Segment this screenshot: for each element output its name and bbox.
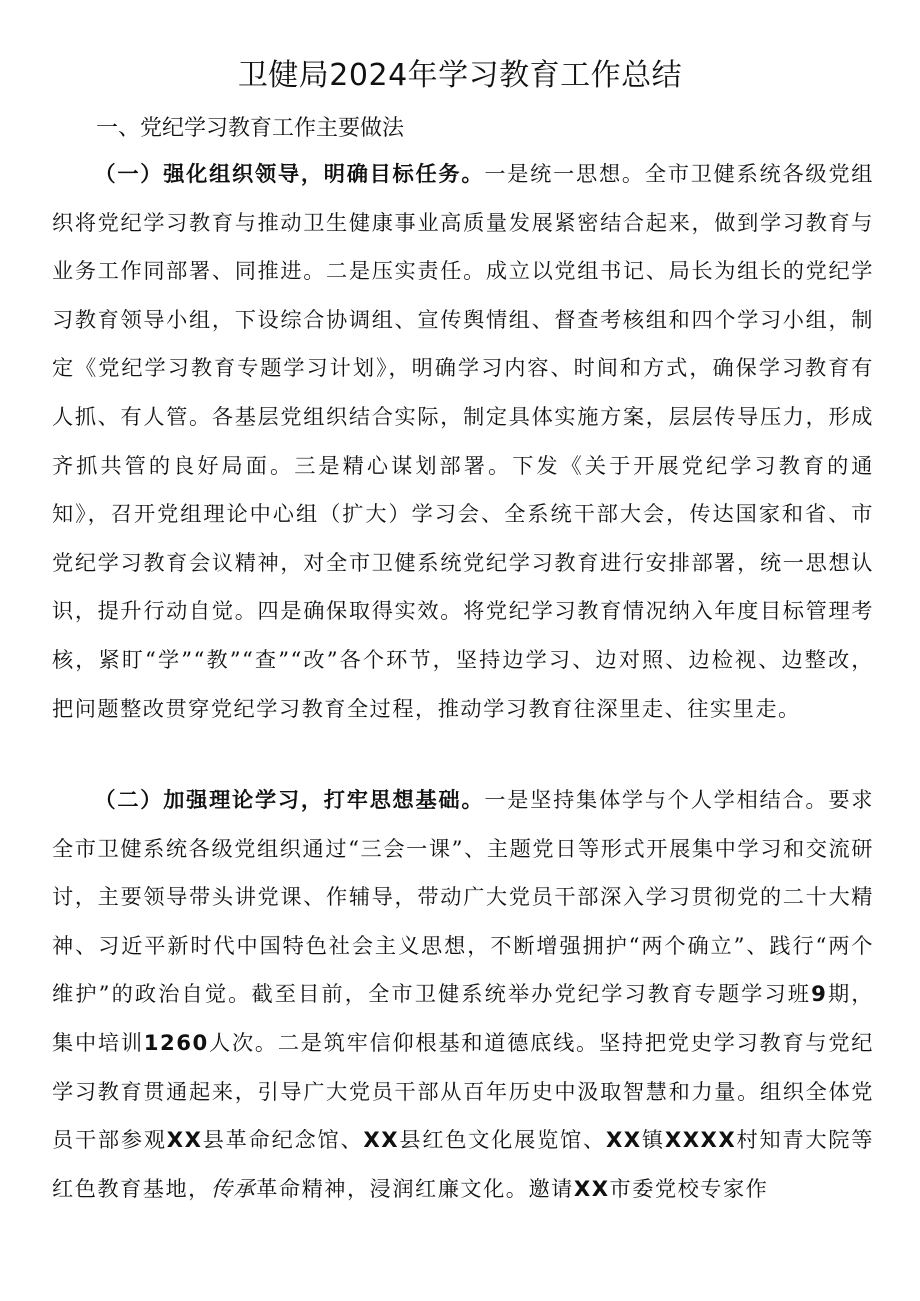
- paragraph-body: 一是统一思想。全市卫健系统各级党组织将党纪学习教育与推动卫生健康事业高质量发展紧密结合起来，做到学习教育与业务工作同部署、同推进。二是压实责任。成立以党组书记、局长为组长的党纪学习教育领导小组，下设综合协调组、宣传舆情组、督查考核组和四个学习小组，制定《党纪学习教育专题学习计划》，明确学习内容、时间和方式，确保学习教育有人抓、有人管。各基层党组织结合实际，制定具体实施方案，层层传导压力，形成齐抓共管的良好局面。三是精心谋划部署。下发《关于开展党纪学习教育的通知》，召开党组理论中心组（扩大）学习会、全系统干部大会，传达国家和省、市党纪学习教育会议精神，对全市卫健系统党纪学习教育进行安排部署，统一思想认识，提升行动自觉。四是确保取得实效。将党纪学习教育情况纳入年度目标管理考核，紧盯“学”“教”“查”“改”各个环节，坚持边学习、边对照、边检视、边整改，把问题整改贯穿党纪学习教育全过程，推动学习教育往深里走、往实里走。: [52, 161, 874, 721]
- paragraph-text: 一是坚持集体学与个人学相结合。要求全市卫健系统各级党组织通过“三会一课”、主题党日等形式开展集中学习和交流研讨，主要领导带头讲党课、作辅导，带动广大党员干部深入学习贯彻党的二十大精神、习近平新时代中国特色社会主义思想，不断增强拥护“两个确立”、践行“两个维护”的政治自觉。截至目前，全市卫健系统举办党纪学习教育专题学习班: [52, 787, 874, 1007]
- paragraph-text: 人次。二是筑牢信仰根基和道德底线。坚持把党史学习教育与党纪学习教育贯通起来，引导广大党员干部从百年历史中汲取智慧和力量。组织全体党员干部参观: [52, 1029, 874, 1153]
- trainee-count: 1260: [143, 1029, 209, 1055]
- class-count: 9: [811, 981, 828, 1007]
- paragraph-organization-leadership: [52, 150, 874, 733]
- paragraph-text: 市委党校专家作: [609, 1175, 769, 1201]
- placeholder-name: XX: [166, 1127, 203, 1153]
- placeholder-name: XX: [363, 1127, 400, 1153]
- emphasis-text: 传承: [210, 1175, 257, 1201]
- placeholder-name: XXXX: [664, 1127, 737, 1153]
- paragraph-lead: （二）加强理论学习，打牢思想基础。: [94, 787, 485, 812]
- paragraph-text: 革命精神，浸润红廉文化。邀请: [256, 1175, 574, 1201]
- placeholder-name: XX: [573, 1175, 610, 1201]
- paragraph-text: 期，集中培训: [52, 981, 874, 1055]
- paragraph-text: 村知青大院等红色教育基地，: [52, 1127, 874, 1201]
- paragraph-text: 县革命纪念馆、: [202, 1127, 364, 1153]
- placeholder-name: XX: [605, 1127, 642, 1153]
- paragraph-theory-study: [52, 776, 874, 1213]
- document-title: 卫健局2024年学习教育工作总结: [237, 58, 683, 93]
- paragraph-text: 县红色文化展览馆、: [399, 1127, 606, 1153]
- paragraph-lead: （一）强化组织领导，明确目标任务。: [94, 161, 485, 186]
- paragraph-text: 镇: [641, 1127, 665, 1153]
- section-heading: 一、党纪学习教育工作主要做法: [96, 116, 405, 141]
